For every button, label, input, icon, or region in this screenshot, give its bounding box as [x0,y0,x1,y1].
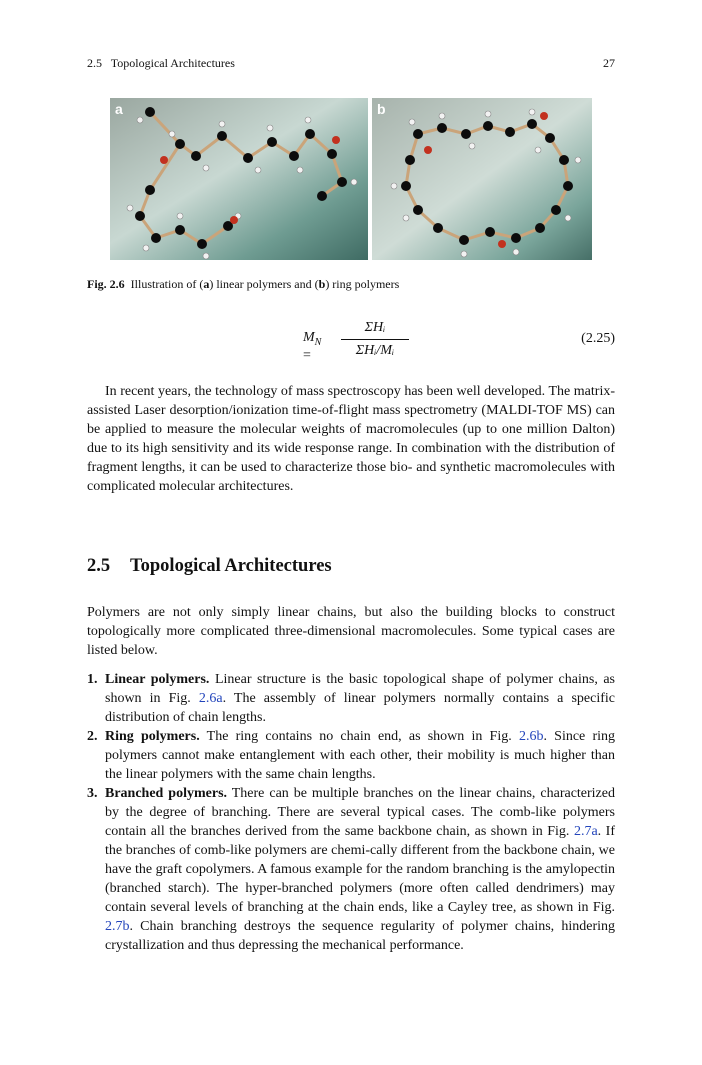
page-number: 27 [603,56,615,70]
architecture-list [87,670,615,955]
equation-numerator: ΣHᵢ [364,320,386,335]
paragraph-mass-spectroscopy: In recent years, the technology of mass spectroscopy has been well developed. The matrix-assisted Laser desorption/ionization time-of-flight mass spectrometry (MALDI-TOF MS) can be applied to measure the molecular weights of macromolecules (up to one million Dalton) due to its high sensitivity and its wide response range. In combination with the distribution of fragment lengths, it can be used to characterize those bio- and synthetic macromolecules with complicated molecular architectures. [87,384,615,494]
equation-lhs-subscript: N [314,336,322,348]
list-item-title: Ring polymers. [105,729,200,744]
list-item-text: The ring contains no chain end, as shown in Fig. [199,729,519,744]
figure-panel-b [372,98,592,260]
figure-caption [87,277,615,292]
paragraph-intro: Polymers are not only simply linear chains, but also the building blocks to construct topologically more complicated three-dimensional macromolecules. Some typical cases are listed below. [87,605,615,658]
ring-polymer-model-image [372,98,592,260]
figure-link[interactable]: 2.7b [105,919,130,934]
section-heading [87,556,332,577]
equation-lhs [303,330,321,364]
panel-a-label: a [115,101,123,117]
list-item [87,727,615,784]
section-title: Topological Architectures [130,556,332,576]
equation-lhs-symbol: M [303,330,315,345]
caption-a: a [203,277,210,291]
list-item-text: There can be multiple branches on the linear chains, characterized by the degree of branching. There are several typical cases. The comb-like polymers contain all the branches derived from the same backbone chain, as shown in Fig. [105,786,615,839]
caption-label: Fig. 2.6 [87,277,125,291]
list-item-text: Linear structure is the basic topological shape of polymer chains, as shown in Fig. [105,672,616,706]
equation-equals: = [303,347,311,363]
equation-number: (2.25) [581,331,615,346]
equation-fraction [341,318,409,361]
equation-denominator: ΣHᵢ/Mᵢ [355,343,395,358]
list-item-title: Branched polymers. [105,786,228,801]
caption-text-2: ) linear polymers and ( [209,277,319,291]
figure-link[interactable]: 2.7a [573,824,598,839]
fraction-bar [341,339,409,340]
list-item-number: 1. [87,672,98,687]
list-item-text: . If the branches of comb-like polymers are chemi-cally different from the backbone chain, we have the graft copolymers. A famous example for the random branching is the amylopectin (branched starch). The hyper-branched polymers (more often called dendrimers) may contain several levels of branching at the chain ends, like a Cayley tree, as shown in Fig. [105,824,615,915]
equation-2-25 [87,318,615,364]
section-number: 2.5 [87,556,111,576]
list-item-title: Linear polymers. [105,672,210,687]
linear-polymer-model-image [110,98,368,260]
list-item [87,670,615,727]
panel-b-label: b [377,101,386,117]
caption-text-1: Illustration of ( [130,277,204,291]
list-item-text: . Chain branching destroys the sequence regularity of polymer chains, hindering crystallization and thus depressing the mechanical performance. [105,919,615,953]
running-header-section: 2.5 Topological Architectures [87,56,235,70]
figure-panel-a [110,98,368,260]
list-item-text: . The assembly of linear polymers normally contains a specific distribution of chain lengths. [105,691,616,725]
caption-text-3: ) ring polymers [325,277,400,291]
figure-link[interactable]: 2.6a [198,691,223,706]
caption-b: b [318,277,326,291]
list-item-text: . Since ring polymers cannot make entanglement with each other, their mobility is much higher than the linear polymers with the same chain lengths. [105,729,616,782]
figure-link[interactable]: 2.6b [518,729,544,744]
list-item-number: 3. [87,786,98,801]
list-item [87,784,615,955]
list-item-number: 2. [87,729,98,744]
figure-2-6 [110,98,592,260]
